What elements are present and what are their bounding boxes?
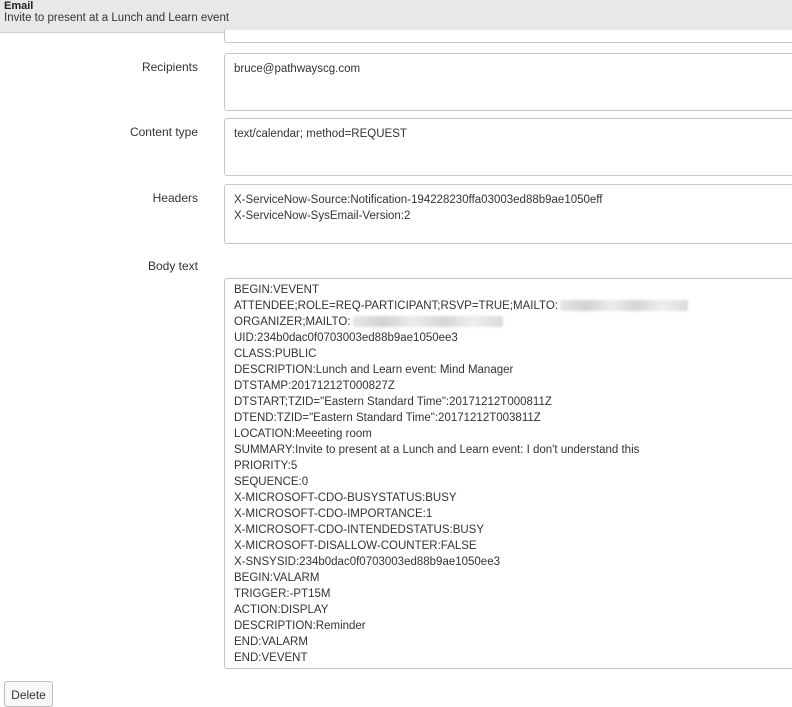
body-text-line [234, 522, 786, 538]
content-type-field[interactable]: text/calendar; method=REQUEST [224, 118, 792, 176]
body-text-line-content: X-MICROSOFT-CDO-IMPORTANCE:1 [234, 508, 433, 520]
record-type-label: Email [4, 0, 34, 12]
body-text-line [234, 634, 786, 650]
redacted-email-blur [560, 300, 688, 311]
body-text-line [234, 410, 786, 426]
body-text-line-content: DTEND:TZID="Eastern Standard Time":20171212T003811Z [234, 412, 541, 424]
delete-button[interactable]: Delete [4, 681, 53, 707]
body-text-line [234, 298, 786, 314]
body-text-line [234, 458, 786, 474]
body-text-line [234, 618, 786, 634]
body-text-line [234, 602, 786, 618]
body-text-line [234, 586, 786, 602]
body-text-line-content: BEGIN:VALARM [234, 572, 320, 584]
email-subject-title: Invite to present at a Lunch and Learn event [4, 12, 230, 24]
body-text-line [234, 346, 786, 362]
body-text-line-content: END:VALARM [234, 636, 308, 648]
body-text-line-content: X-SNSYSID:234b0dac0f0703003ed88b9ae1050ee3 [234, 556, 500, 568]
previous-field-input[interactable] [224, 30, 792, 43]
body-text-field[interactable] [224, 278, 792, 669]
headers-label: Headers [152, 191, 198, 205]
record-header [0, 0, 792, 33]
body-text-line [234, 442, 786, 458]
content-type-label: Content type [129, 125, 198, 139]
body-text-line [234, 426, 786, 442]
body-text-line [234, 362, 786, 378]
body-text-line-content: DESCRIPTION:Reminder [234, 620, 366, 632]
body-text-line-content: TRIGGER:-PT15M [234, 588, 331, 600]
redacted-email-blur [353, 316, 503, 327]
body-text-line-content: END:VEVENT [234, 652, 308, 664]
body-text-line-content: X-MICROSOFT-CDO-BUSYSTATUS:BUSY [234, 492, 457, 504]
body-text-line [234, 490, 786, 506]
body-text-line [234, 570, 786, 586]
body-text-line-content: X-MICROSOFT-DISALLOW-COUNTER:FALSE [234, 540, 477, 552]
body-text-line-content: PRIORITY:5 [234, 460, 298, 472]
body-text-line [234, 282, 786, 298]
body-text-line [234, 378, 786, 394]
body-text-line [234, 474, 786, 490]
body-text-line-content: CLASS:PUBLIC [234, 348, 317, 360]
body-text-line-content: DTSTART;TZID="Eastern Standard Time":20171212T000811Z [234, 396, 552, 408]
body-text-line-content: X-MICROSOFT-CDO-INTENDEDSTATUS:BUSY [234, 524, 485, 536]
body-text-line-content: DTSTAMP:20171212T000827Z [234, 380, 395, 392]
body-text-line-content: ORGANIZER;MAILTO: [234, 316, 351, 328]
body-text-line [234, 506, 786, 522]
headers-field[interactable]: X-ServiceNow-Source:Notification-194228230ffa03003ed88b9ae1050eff X-ServiceNow-SysEmail-Version:2 [224, 184, 792, 244]
body-text-line [234, 554, 786, 570]
body-text-line-content: BEGIN:VEVENT [234, 284, 319, 296]
body-text-line-content: SUMMARY:Invite to present at a Lunch and Learn event: I don't understand this [234, 444, 640, 456]
recipients-field[interactable]: bruce@pathwayscg.com [224, 53, 792, 111]
recipients-label: Recipients [141, 60, 198, 74]
body-text-line-content: UID:234b0dac0f0703003ed88b9ae1050ee3 [234, 332, 458, 344]
body-text-line-content: SEQUENCE:0 [234, 476, 309, 488]
body-text-line-content: ACTION:DISPLAY [234, 604, 329, 616]
body-text-line [234, 650, 786, 666]
body-text-line [234, 538, 786, 554]
body-text-line [234, 394, 786, 410]
body-text-line [234, 330, 786, 346]
body-text-line-content: DESCRIPTION:Lunch and Learn event: Mind Manager [234, 364, 514, 376]
body-text-label: Body text [147, 259, 198, 273]
body-text-line-content: ATTENDEE;ROLE=REQ-PARTICIPANT;RSVP=TRUE;MAILTO: [234, 300, 558, 312]
body-text-line [234, 314, 786, 330]
body-text-line-content: LOCATION:Meeeting room [234, 428, 372, 440]
